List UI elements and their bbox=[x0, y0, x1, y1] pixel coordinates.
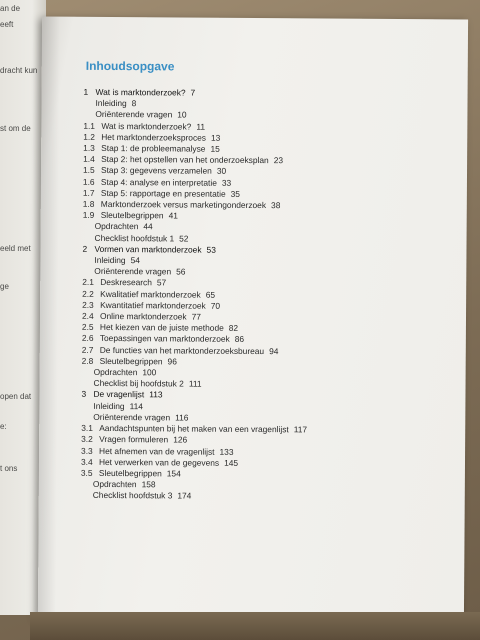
toc-page-number: 117 bbox=[293, 424, 308, 435]
toc-label: Oriënterende vragen bbox=[94, 266, 172, 277]
toc-label: Marktonderzoek versus marketingonderzoek bbox=[100, 198, 267, 211]
toc-label: Kwantitatief marktonderzoek bbox=[100, 299, 206, 311]
toc-label: Het verwerken van de gegevens bbox=[98, 456, 220, 468]
toc-label: Stap 5: rapportage en presentatie bbox=[100, 187, 226, 199]
toc-number: 1.1 bbox=[83, 120, 96, 131]
toc-label: Sleutelbegrippen bbox=[99, 355, 163, 367]
toc-number: 2.8 bbox=[81, 355, 94, 366]
toc-label: Inleiding bbox=[94, 254, 126, 266]
toc-number: 1.4 bbox=[83, 154, 95, 165]
toc-number: 3.3 bbox=[81, 445, 93, 456]
toc-page-number: 13 bbox=[210, 132, 221, 143]
toc-label: Opdrachten bbox=[93, 366, 138, 378]
toc-number: 2.1 bbox=[82, 277, 94, 288]
toc-page-number: 8 bbox=[131, 98, 137, 109]
toc-number: 2.7 bbox=[81, 344, 94, 355]
toc-page-number: 35 bbox=[230, 188, 241, 199]
toc-number: 3.4 bbox=[80, 456, 93, 467]
toc-number: 1.2 bbox=[83, 131, 95, 142]
toc-label: Stap 2: het opstellen van het onderzoeksplan bbox=[101, 154, 269, 166]
toc-label: Toepassingen van marktonderzoek bbox=[99, 333, 230, 345]
toc-label: Oriënterende vragen bbox=[95, 109, 173, 120]
toc-page-number: 11 bbox=[196, 121, 206, 132]
toc-number: 1.6 bbox=[82, 176, 95, 187]
toc-page-number: 15 bbox=[210, 143, 220, 154]
toc-page-number: 44 bbox=[143, 221, 153, 232]
toc-page-number: 38 bbox=[271, 200, 281, 211]
left-page-text: t ons bbox=[0, 464, 18, 473]
table-of-contents bbox=[81, 87, 454, 504]
toc-label: De vragenlijst bbox=[93, 389, 145, 400]
toc-page-number: 111 bbox=[188, 378, 202, 389]
toc-item bbox=[81, 490, 451, 504]
toc-label: Wat is marktonderzoek? bbox=[101, 120, 192, 132]
toc-page-number: 94 bbox=[269, 345, 279, 356]
toc-page-number: 53 bbox=[206, 244, 216, 255]
toc-page-number: 96 bbox=[167, 356, 177, 367]
toc-number: 2.4 bbox=[81, 310, 94, 321]
toc-label: Vragen formuleren bbox=[99, 434, 169, 445]
toc-page-number: 7 bbox=[190, 87, 196, 98]
left-page-text: e: bbox=[0, 422, 7, 431]
toc-page-number: 174 bbox=[177, 490, 192, 501]
left-page-text: eeld met bbox=[0, 244, 31, 253]
left-page-text: an de bbox=[0, 4, 21, 13]
toc-label: Stap 1: de probleemanalyse bbox=[101, 142, 206, 154]
toc-number: 1.7 bbox=[82, 187, 95, 198]
toc-page-number: 10 bbox=[177, 109, 187, 120]
toc-label: Stap 3: gegevens verzamelen bbox=[100, 165, 212, 177]
toc-page-number: 57 bbox=[156, 277, 167, 288]
toc-label: Deskresearch bbox=[100, 277, 152, 288]
toc-label: Vormen van marktonderzoek bbox=[94, 243, 202, 255]
table-edge bbox=[30, 612, 480, 640]
toc-page-number: 158 bbox=[141, 479, 156, 490]
toc-number: 3 bbox=[81, 389, 87, 400]
toc-page-number: 77 bbox=[191, 311, 201, 322]
toc-page-number: 65 bbox=[205, 289, 216, 300]
toc-label: Checklist hoofdstuk 3 bbox=[92, 490, 173, 501]
toc-page-number: 116 bbox=[175, 412, 189, 423]
toc-label: Opdrachten bbox=[94, 221, 139, 232]
toc-label: Het marktonderzoeksproces bbox=[101, 131, 207, 143]
toc-number: 2.3 bbox=[82, 299, 94, 310]
toc-page-number: 145 bbox=[224, 457, 239, 468]
toc-page-number: 113 bbox=[149, 389, 163, 400]
toc-page-number: 56 bbox=[176, 266, 186, 277]
toc-label: Kwalitatief marktonderzoek bbox=[100, 288, 201, 300]
toc-page-number: 41 bbox=[168, 210, 178, 221]
toc-page-number: 54 bbox=[130, 255, 140, 266]
book-page bbox=[38, 17, 468, 622]
toc-number: 1.8 bbox=[82, 198, 95, 209]
left-page-text: open dat bbox=[0, 392, 32, 401]
toc-number: 2.2 bbox=[82, 288, 94, 299]
left-page-text: dracht kun bbox=[0, 66, 38, 75]
toc-number: 3.5 bbox=[80, 467, 93, 478]
toc-number: 1.9 bbox=[82, 210, 95, 221]
toc-page-number: 86 bbox=[234, 334, 245, 345]
toc-page-number: 52 bbox=[179, 233, 189, 244]
page-gutter-shadow bbox=[38, 17, 60, 619]
left-page-text: eeft bbox=[0, 20, 14, 29]
toc-label: Sleutelbegrippen bbox=[100, 210, 164, 221]
toc-number: 3.2 bbox=[81, 434, 93, 445]
toc-label: De functies van het marktonderzoeksbureau bbox=[99, 344, 265, 356]
toc-label: Aandachtspunten bij het maken van een vragenlijst bbox=[99, 423, 289, 435]
toc-number: 2.6 bbox=[81, 333, 94, 344]
toc-label: Checklist bij hoofdstuk 2 bbox=[93, 378, 184, 389]
toc-number: 2.5 bbox=[81, 322, 94, 333]
left-page-text: ge bbox=[0, 282, 9, 291]
toc-page-number: 70 bbox=[210, 300, 221, 311]
toc-page-number: 133 bbox=[219, 446, 234, 457]
toc-number: 3.1 bbox=[81, 422, 93, 433]
toc-label: Inleiding bbox=[93, 400, 125, 411]
toc-page-number: 126 bbox=[173, 434, 188, 445]
toc-label: Oriënterende vragen bbox=[93, 411, 171, 423]
toc-number: 2 bbox=[82, 243, 88, 254]
toc-page-number: 154 bbox=[166, 468, 181, 479]
toc-label: Inleiding bbox=[95, 98, 127, 109]
left-page-text: st om de bbox=[0, 124, 31, 133]
toc-page-number: 114 bbox=[129, 400, 143, 411]
toc-label: Online marktonderzoek bbox=[99, 310, 187, 322]
page-title: Inhoudsopgave bbox=[85, 58, 175, 74]
toc-label: Stap 4: analyse en interpretatie bbox=[100, 176, 217, 188]
toc-label: Wat is marktonderzoek? bbox=[95, 86, 186, 98]
toc-label: Het afnemen van de vragenlijst bbox=[99, 445, 215, 457]
toc-number: 1.3 bbox=[83, 142, 95, 153]
toc-page-number: 82 bbox=[228, 323, 239, 334]
toc-page-number: 33 bbox=[221, 177, 232, 188]
toc-label: Sleutelbegrippen bbox=[98, 467, 162, 479]
toc-number: 1.5 bbox=[82, 165, 95, 176]
toc-page-number: 100 bbox=[142, 367, 157, 378]
toc-label: Opdrachten bbox=[92, 478, 137, 490]
toc-label: Checklist hoofdstuk 1 bbox=[94, 232, 175, 244]
toc-page-number: 30 bbox=[216, 166, 227, 177]
toc-page-number: 23 bbox=[273, 155, 284, 166]
toc-number: 1 bbox=[83, 86, 89, 97]
toc-label: Het kiezen van de juiste methode bbox=[99, 322, 224, 334]
